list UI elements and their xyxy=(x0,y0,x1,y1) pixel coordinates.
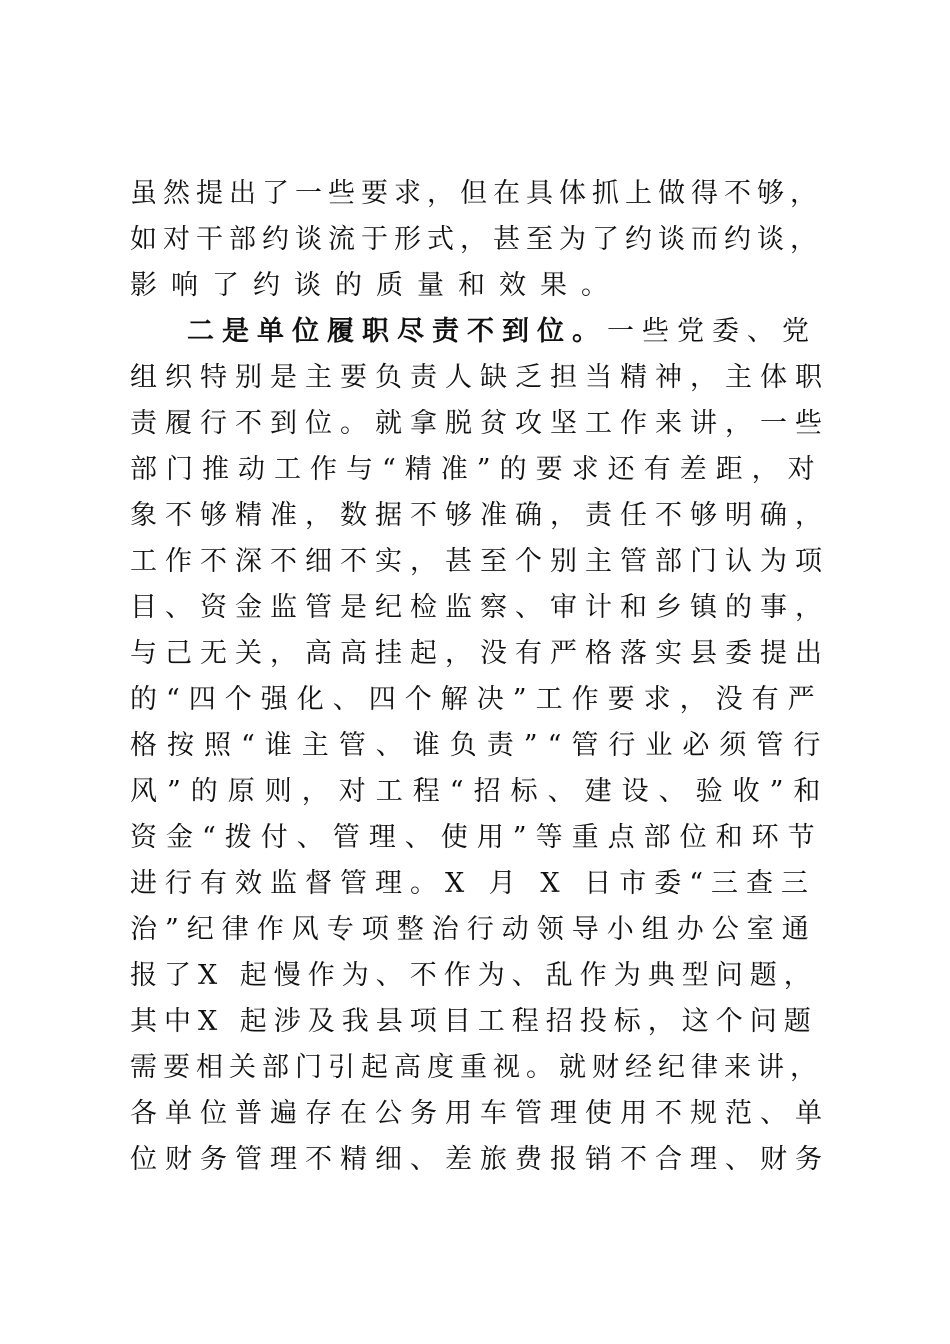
text-line: 目、资金监管是纪检监察、审计和乡镇的事， xyxy=(130,592,830,623)
text-line: 影响了约谈的质量和效果。 xyxy=(130,270,622,301)
text-line: 进行有效监督管理。X 月 X 日市委“三查三 xyxy=(130,868,816,899)
text-line: 位财务管理不精细、差旅费报销不合理、财务 xyxy=(130,1144,830,1175)
text-line: 报了X 起慢作为、不作为、乱作为典型问题， xyxy=(130,960,818,991)
text-line: 的“四个强化、四个解决”工作要求，没有严 xyxy=(130,684,824,715)
text-line: 格按照“谁主管、谁负责”“管行业必须管行 xyxy=(130,730,831,761)
text-run: 一些党委、党 xyxy=(607,316,817,347)
text-line: 责履行不到位。就拿脱贫攻坚工作来讲，一些 xyxy=(130,408,830,439)
text-line: 资金“拨付、管理、使用”等重点部位和环节 xyxy=(130,822,824,853)
text-line: 风”的原则，对工程“招标、建设、验收”和 xyxy=(130,776,831,807)
text-line: 象不够精准，数据不够准确，责任不够明确， xyxy=(130,500,830,531)
text-line: 工作不深不细不实，甚至个别主管部门认为项 xyxy=(130,546,830,577)
paragraph-first-line xyxy=(187,309,830,355)
text-line: 治”纪律作风专项整治行动领导小组办公室通 xyxy=(130,914,817,945)
text-line: 需要相关部门引起高度重视。就财经纪律来讲， xyxy=(130,1052,823,1083)
text-line: 与己无关，高高挂起，没有严格落实县委提出 xyxy=(130,638,830,669)
text-line: 如对干部约谈流于形式，甚至为了约谈而约谈， xyxy=(130,224,823,255)
text-line: 各单位普遍存在公务用车管理使用不规范、单 xyxy=(130,1098,830,1129)
section-heading: 二是单位履职尽责不到位。 xyxy=(187,316,607,347)
text-line: 组织特别是主要负责人缺乏担当精神，主体职 xyxy=(130,362,830,393)
text-line: 其中X 起涉及我县项目工程招投标，这个问题 xyxy=(130,1006,818,1037)
text-line: 虽然提出了一些要求，但在具体抓上做得不够， xyxy=(130,178,823,209)
text-line: 部门推动工作与“精准”的要求还有差距，对 xyxy=(130,454,824,485)
